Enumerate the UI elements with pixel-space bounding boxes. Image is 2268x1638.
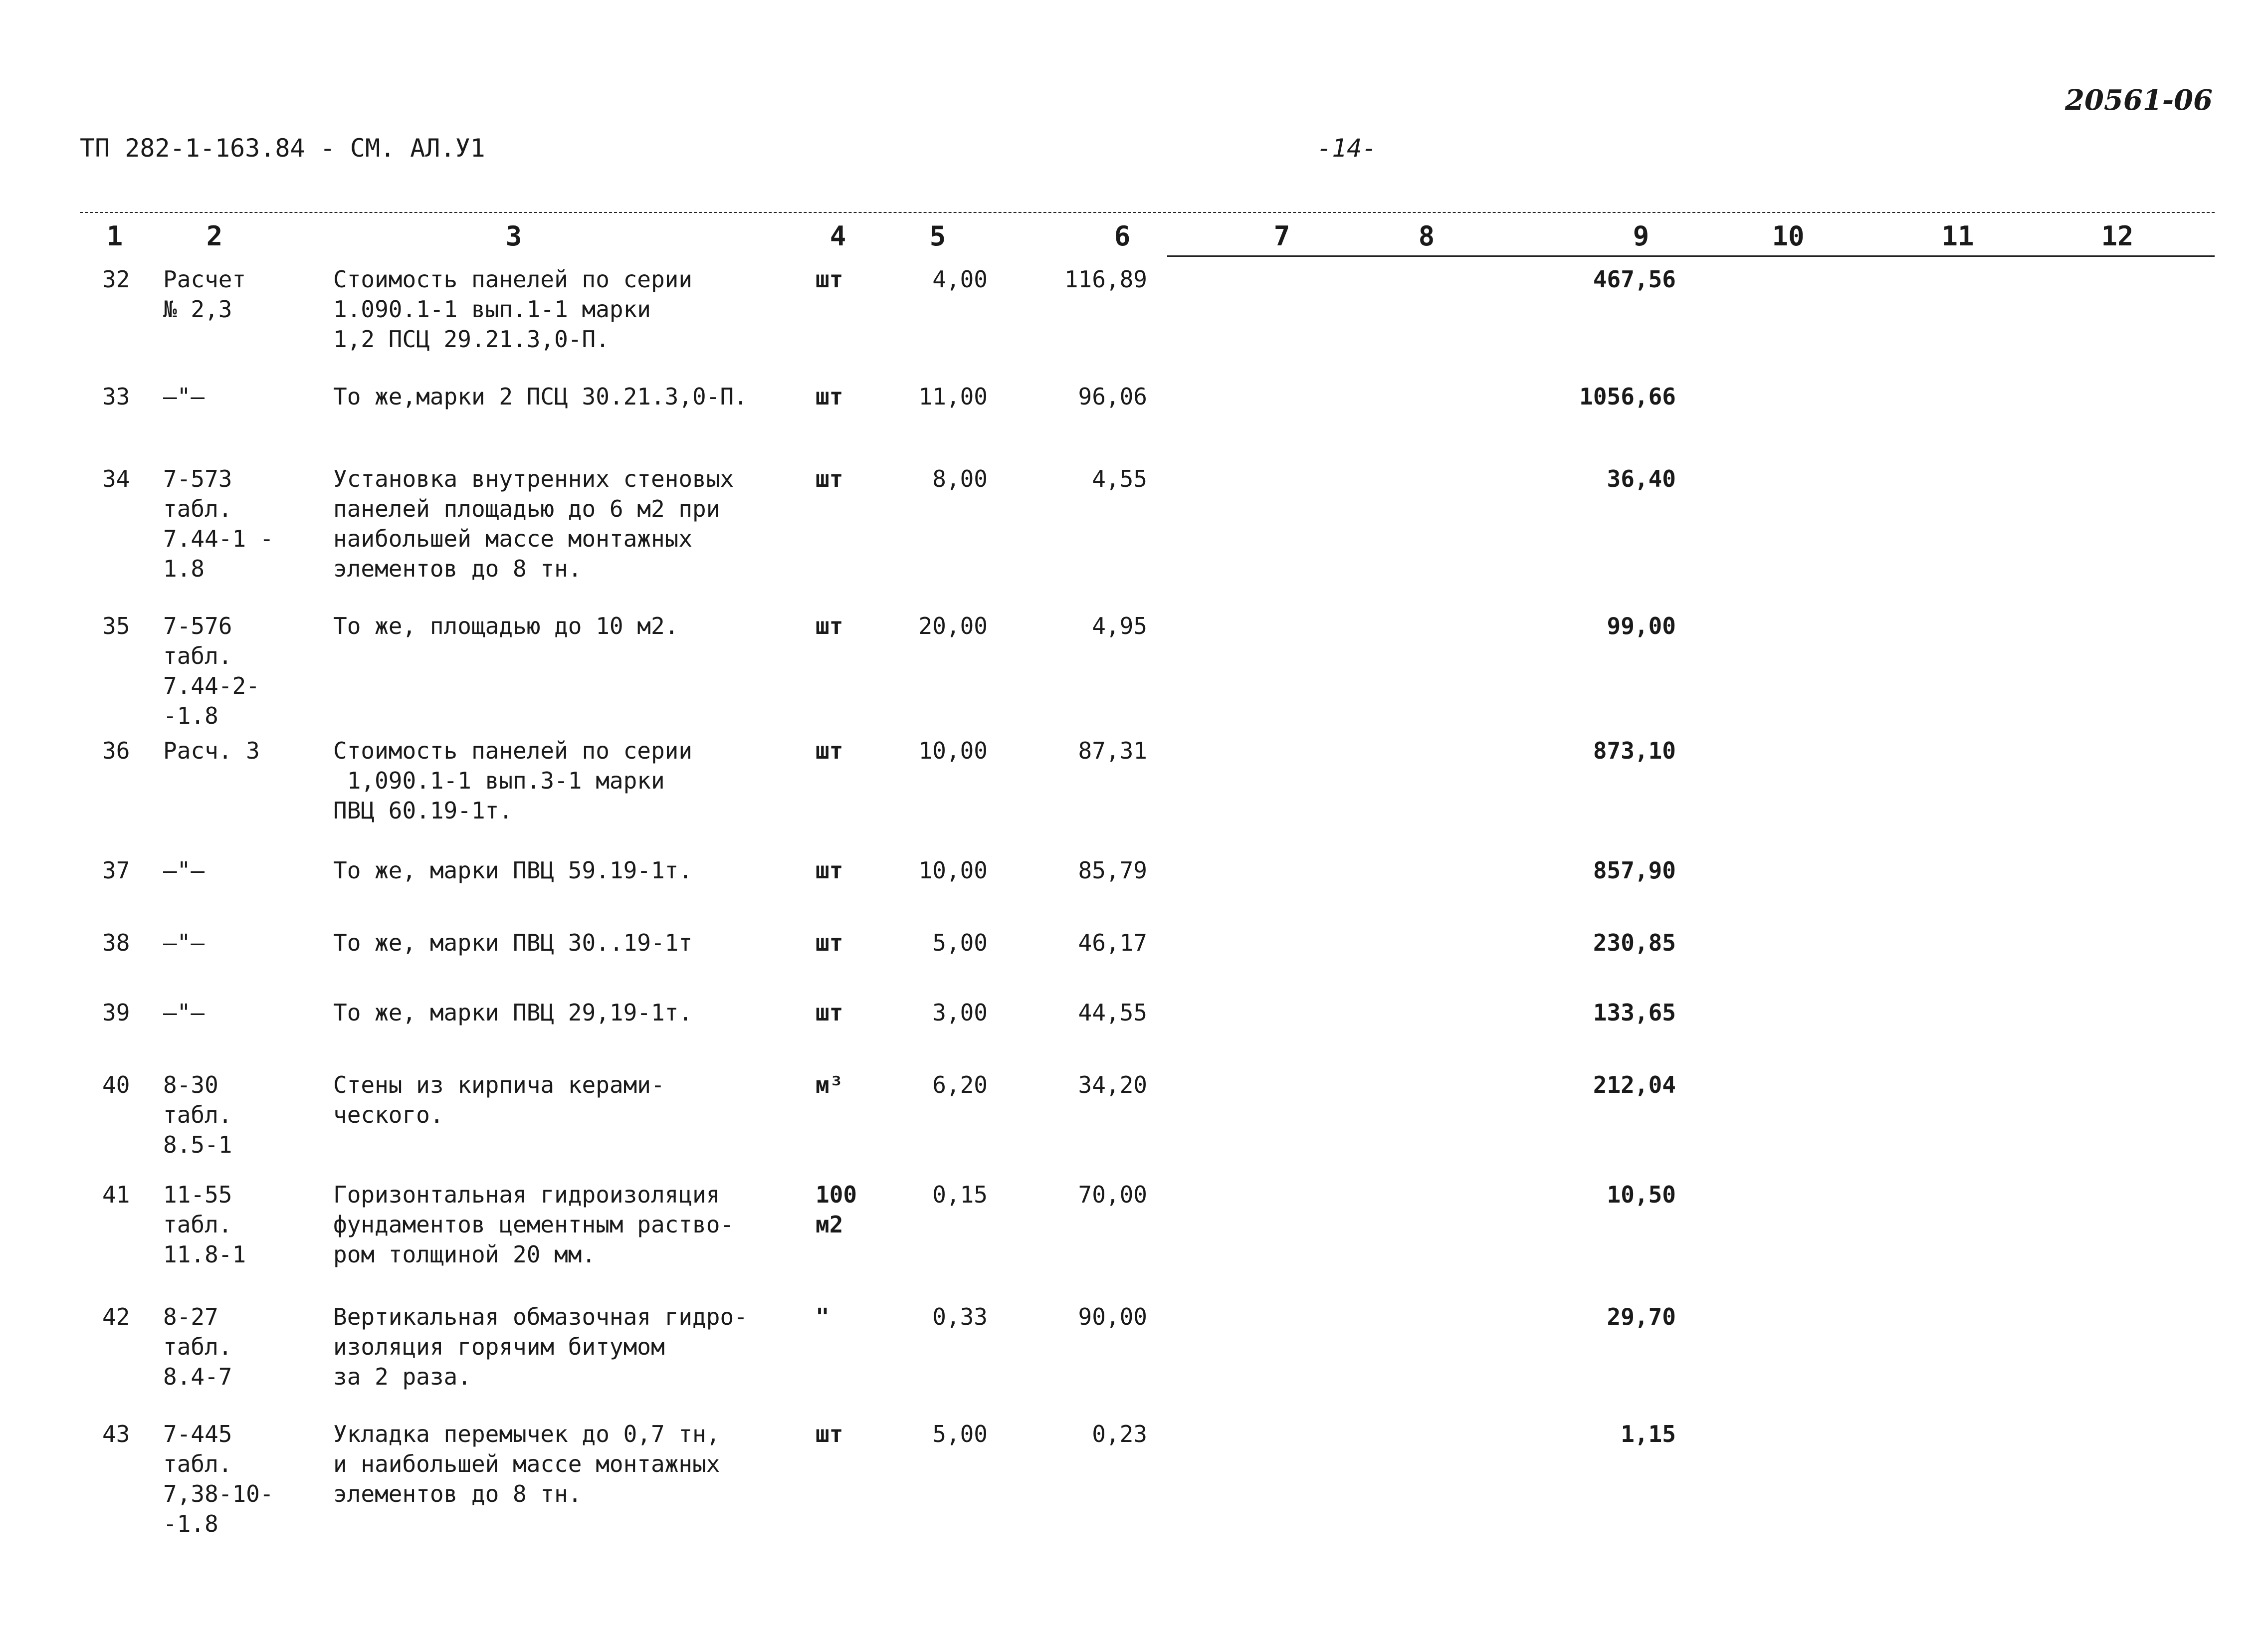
quantity: 5,00: [932, 929, 988, 956]
work-description: Стоимость панелей по серии 1,090.1-1 вып.3-1 марки ПВЦ 60.19-1т.: [333, 737, 693, 824]
row-number: 37: [102, 857, 130, 884]
work-description: То же, марки ПВЦ 59.19-1т.: [333, 857, 693, 884]
unit-price: 0,23: [1092, 1421, 1147, 1447]
total-cost: 467,56: [1593, 266, 1676, 293]
unit: шт: [816, 266, 843, 293]
unit: м³: [816, 1071, 843, 1098]
norm-code: 7-445 табл. 7,38-10- -1.8: [163, 1421, 274, 1537]
quantity: 0,15: [932, 1181, 988, 1208]
unit: шт: [816, 465, 843, 492]
column-header-8: 8: [1418, 220, 1435, 252]
norm-code: 8-27 табл. 8.4-7: [163, 1303, 232, 1390]
column-header-7: 7: [1273, 220, 1290, 252]
unit-price: 87,31: [1078, 737, 1147, 764]
work-description: Стены из кирпича керами- ческого.: [333, 1071, 665, 1128]
total-cost: 99,00: [1607, 613, 1676, 639]
column-header-5: 5: [929, 220, 946, 252]
norm-code: Расчет № 2,3: [163, 266, 246, 323]
total-cost: 857,90: [1593, 857, 1676, 884]
quantity: 11,00: [918, 383, 988, 410]
row-number: 32: [102, 266, 130, 293]
row-number: 39: [102, 999, 130, 1026]
column-header-4: 4: [829, 220, 846, 252]
column-header-10: 10: [1772, 220, 1805, 252]
unit: шт: [816, 999, 843, 1026]
row-number: 42: [102, 1303, 130, 1330]
unit-price: 4,55: [1092, 465, 1147, 492]
unit: шт: [816, 613, 843, 639]
column-header-3: 3: [505, 220, 522, 252]
unit-price: 116,89: [1064, 266, 1147, 293]
unit: шт: [816, 857, 843, 884]
quantity: 20,00: [918, 613, 988, 639]
row-number: 41: [102, 1181, 130, 1208]
column-header-2: 2: [206, 220, 223, 252]
total-cost: 29,70: [1607, 1303, 1676, 1330]
quantity: 8,00: [932, 465, 988, 492]
column-header-9: 9: [1633, 220, 1649, 252]
row-number: 35: [102, 613, 130, 639]
unit: шт: [816, 737, 843, 764]
table-top-rule: [80, 212, 2215, 213]
norm-code: —"—: [163, 929, 205, 956]
norm-code: —"—: [163, 999, 205, 1026]
row-number: 43: [102, 1421, 130, 1447]
norm-code: 7-576 табл. 7.44-2- -1.8: [163, 613, 260, 729]
work-description: Установка внутренних стеновых панелей площадью до 6 м2 при наибольшей массе монтажных элементов до 8 тн.: [333, 465, 734, 582]
quantity: 10,00: [918, 857, 988, 884]
document-code-handwritten: 20561-06: [2065, 84, 2213, 117]
total-cost: 212,04: [1593, 1071, 1676, 1098]
work-description: Стоимость панелей по серии 1.090.1-1 вып.1-1 марки 1,2 ПСЦ 29.21.3,0-П.: [333, 266, 693, 353]
quantity: 3,00: [932, 999, 988, 1026]
total-cost: 133,65: [1593, 999, 1676, 1026]
unit-price: 96,06: [1078, 383, 1147, 410]
work-description: То же, площадью до 10 м2.: [333, 613, 679, 639]
total-cost: 1056,66: [1579, 383, 1676, 410]
quantity: 6,20: [932, 1071, 988, 1098]
norm-code: —"—: [163, 857, 205, 884]
norm-code: Расч. 3: [163, 737, 260, 764]
work-description: Вертикальная обмазочная гидро- изоляция горячим битумом за 2 раза.: [333, 1303, 748, 1390]
work-description: Горизонтальная гидроизоляция фундаментов цементным раство- ром толщиной 20 мм.: [333, 1181, 734, 1268]
norm-code: —"—: [163, 383, 205, 410]
unit-price: 85,79: [1078, 857, 1147, 884]
row-number: 33: [102, 383, 130, 410]
unit-price: 34,20: [1078, 1071, 1147, 1098]
work-description: То же,марки 2 ПСЦ 30.21.3,0-П.: [333, 383, 748, 410]
row-number: 38: [102, 929, 130, 956]
work-description: То же, марки ПВЦ 29,19-1т.: [333, 999, 693, 1026]
unit: шт: [816, 929, 843, 956]
quantity: 10,00: [918, 737, 988, 764]
unit-price: 90,00: [1078, 1303, 1147, 1330]
row-number: 34: [102, 465, 130, 492]
total-cost: 873,10: [1593, 737, 1676, 764]
column-header-6: 6: [1114, 220, 1131, 252]
document-reference: ТП 282-1-163.84 - СМ. АЛ.У1: [80, 134, 485, 163]
total-cost: 230,85: [1593, 929, 1676, 956]
unit-price: 70,00: [1078, 1181, 1147, 1208]
unit-price: 4,95: [1092, 613, 1147, 639]
work-description: То же, марки ПВЦ 30..19-1т: [333, 929, 693, 956]
unit: 100 м2: [816, 1181, 857, 1238]
norm-code: 7-573 табл. 7.44-1 - 1.8: [163, 465, 274, 582]
total-cost: 1,15: [1621, 1421, 1676, 1447]
quantity: 0,33: [932, 1303, 988, 1330]
unit: ": [816, 1303, 829, 1330]
total-cost: 10,50: [1607, 1181, 1676, 1208]
quantity: 5,00: [932, 1421, 988, 1447]
total-cost: 36,40: [1607, 465, 1676, 492]
unit: шт: [816, 383, 843, 410]
norm-code: 8-30 табл. 8.5-1: [163, 1071, 232, 1158]
quantity: 4,00: [932, 266, 988, 293]
column-header-1: 1: [106, 220, 123, 252]
row-number: 40: [102, 1071, 130, 1098]
work-description: Укладка перемычек до 0,7 тн, и наибольшей массе монтажных элементов до 8 тн.: [333, 1421, 720, 1507]
header-bottom-rule: [1167, 255, 2215, 257]
row-number: 36: [102, 737, 130, 764]
unit-price: 46,17: [1078, 929, 1147, 956]
unit: шт: [816, 1421, 843, 1447]
column-header-11: 11: [1941, 220, 1974, 252]
page-number: -14-: [1317, 134, 1377, 163]
column-header-12: 12: [2101, 220, 2134, 252]
norm-code: 11-55 табл. 11.8-1: [163, 1181, 246, 1268]
unit-price: 44,55: [1078, 999, 1147, 1026]
